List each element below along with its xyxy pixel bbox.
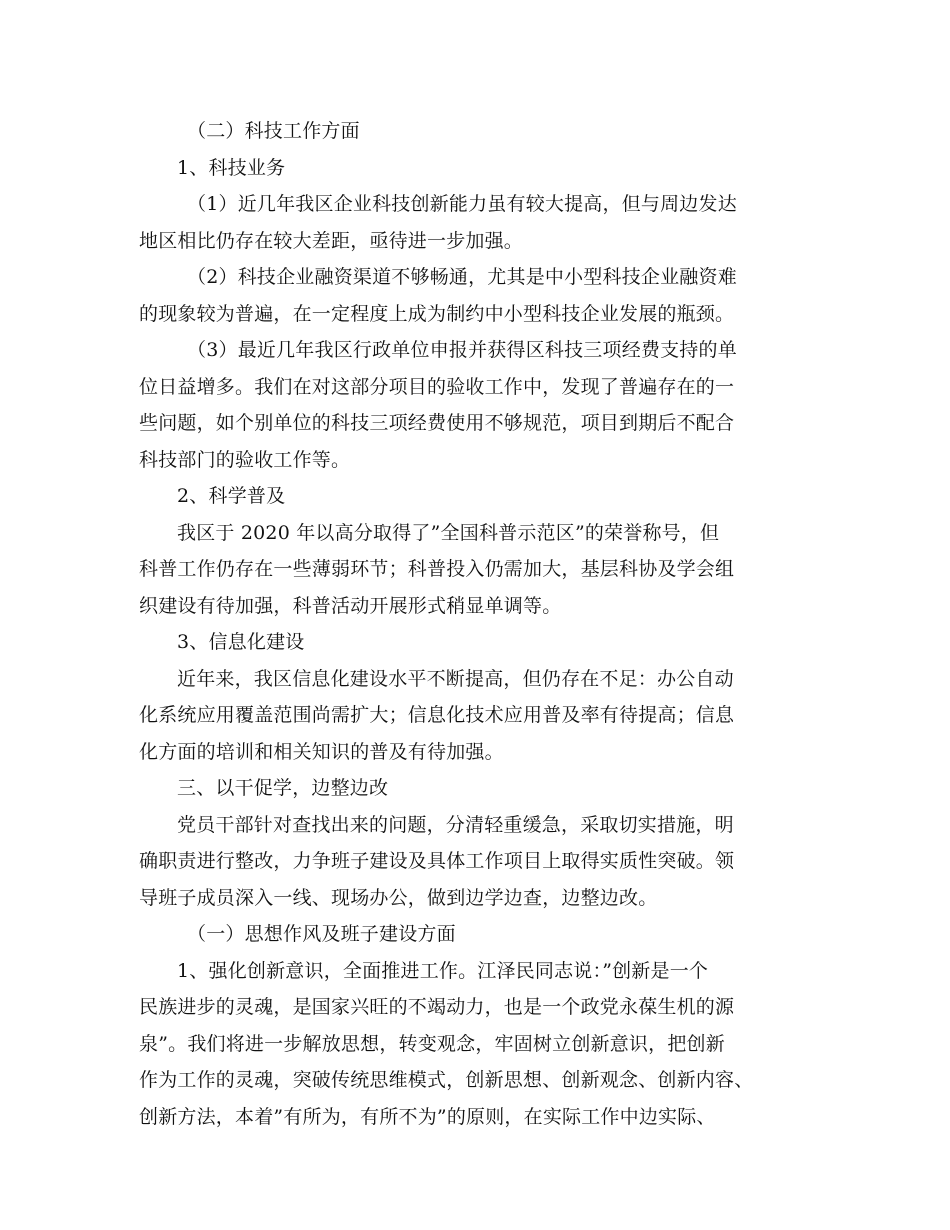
paragraph-line: 位日益增多。我们在对这部分项目的验收工作中，发现了普遍存在的一 [139, 375, 735, 398]
paragraph-line: 近年来，我区信息化建设水平不断提高，但仍存在不足：办公自动 [177, 667, 734, 690]
paragraph-line: （1）近几年我区企业科技创新能力虽有较大提高，但与周边发达 [187, 193, 737, 215]
paragraph-line: 化方面的培训和相关知识的普及有待加强。 [139, 740, 504, 763]
paragraph-line: 地区相比仍存在较大差距，亟待进一步加强。 [139, 229, 524, 252]
subheading-informatization: 3、信息化建设 [177, 631, 305, 653]
section-heading-thinking-style: （一）思想作风及班子建设方面 [187, 923, 456, 945]
paragraph-line: 科技部门的验收工作等。 [139, 448, 351, 471]
paragraph-line: 泉”。我们将进一步解放思想，转变观念，牢固树立创新意识，把创新 [139, 1032, 725, 1055]
paragraph-line: 化系统应用覆盖范围尚需扩大；信息化技术应用普及率有待提高；信息 [139, 704, 735, 726]
paragraph-line: 织建设有待加强，科普活动开展形式稍显单调等。 [139, 594, 562, 617]
paragraph-line: 些问题，如个别单位的科技三项经费使用不够规范，项目到期后不配合 [139, 412, 735, 434]
subheading-tech-business: 1、科技业务 [177, 156, 286, 179]
paragraph-line: 的现象较为普遍，在一定程度上成为制约中小型科技企业发展的瓶颈。 [139, 302, 735, 325]
section-heading-tech-work: （二）科技工作方面 [187, 120, 360, 142]
paragraph-line: 确职责进行整改，力争班子建设及具体工作项目上取得实质性突破。领 [139, 850, 735, 872]
paragraph-line: 创新方法，本着”有所为，有所不为”的原则，在实际工作中边实际、 [139, 1105, 716, 1128]
paragraph-line: （2）科技企业融资渠道不够畅通，尤其是中小型科技企业融资难 [187, 266, 737, 288]
paragraph-line: （3）最近几年我区行政单位申报并获得区科技三项经费支持的单 [187, 339, 737, 361]
section-heading-learn-by-doing: 三、以干促学，边整边改 [177, 777, 389, 799]
paragraph-line: 科普工作仍存在一些薄弱环节；科普投入仍需加大，基层科协及学会组 [139, 558, 735, 580]
paragraph-line: 民族进步的灵魂，是国家兴旺的不竭动力，也是一个政党永葆生机的源 [139, 996, 735, 1018]
subheading-science-popularization: 2、科学普及 [177, 485, 286, 507]
paragraph-line: 党员干部针对查找出来的问题，分清轻重缓急，采取切实措施，明 [177, 813, 734, 836]
paragraph-line: 导班子成员深入一线、现场办公，做到边学边查，边整边改。 [139, 886, 658, 909]
paragraph-line: 作为工作的灵魂，突破传统思维模式，创新思想、创新观念、创新内容、 [139, 1069, 754, 1091]
paragraph-line: 我区于 2020 年以高分取得了”全国科普示范区”的荣誉称号，但 [177, 521, 720, 544]
document-page [139, 113, 819, 1135]
paragraph-line: 1、强化创新意识，全面推进工作。江泽民同志说：”创新是一个 [177, 959, 709, 982]
